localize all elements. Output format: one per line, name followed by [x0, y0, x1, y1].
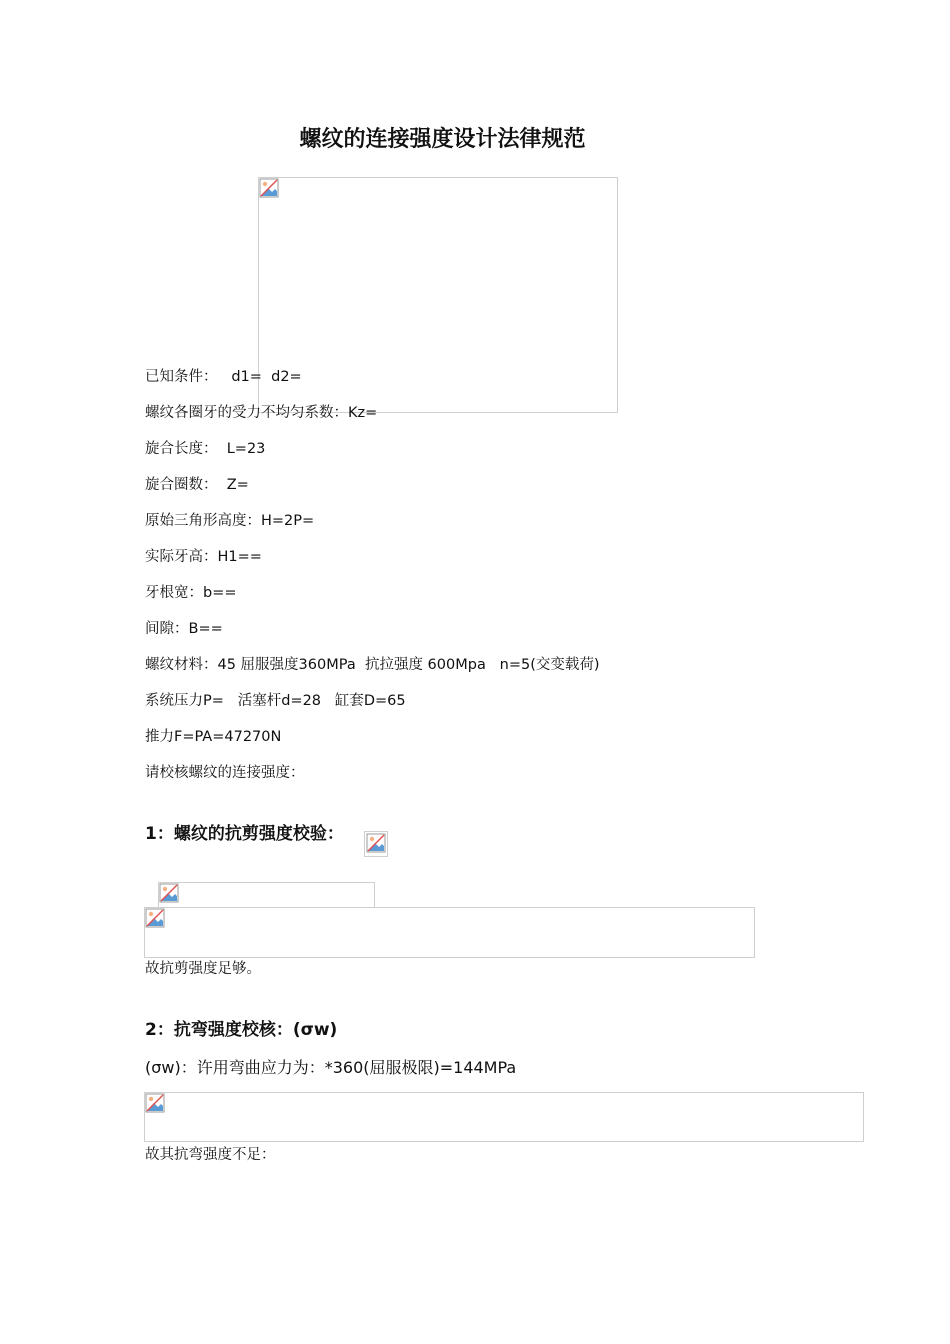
broken-image-icon: [259, 178, 279, 198]
shear-formula-image: [364, 831, 388, 857]
section1-heading: 1：螺纹的抗剪强度校验：: [145, 824, 344, 844]
engagement-length: 旋合长度： L=23: [145, 441, 266, 457]
tooth-height: 实际牙高：H1==: [145, 549, 262, 565]
broken-image-icon: [159, 883, 179, 903]
engagement-turns: 旋合圈数： Z=: [145, 477, 249, 493]
gap: 间隙：B==: [145, 621, 223, 637]
document-title: 螺纹的连接强度设计法律规范: [299, 127, 586, 152]
thread-diagram-image: [258, 177, 618, 413]
root-width: 牙根宽：b==: [145, 585, 237, 601]
given-conditions: 已知条件： d1= d2=: [145, 369, 302, 385]
thrust-force: 推力F=PA=47270N: [145, 729, 282, 745]
section1-conclusion: 故抗剪强度足够。: [145, 961, 261, 977]
request-text: 请校核螺纹的连接强度：: [145, 765, 305, 781]
section2-heading: 2：抗弯强度校核：(σw): [145, 1020, 338, 1040]
allowable-bending-stress: (σw)：许用弯曲应力为：*360(屈服极限)=144MPa: [145, 1058, 517, 1077]
bending-calc-image: [144, 1092, 864, 1142]
shear-calc-image-1: [158, 882, 375, 908]
system-pressure: 系统压力P= 活塞杆d=28 缸套D=65: [145, 693, 406, 709]
shear-calc-image-2: [144, 907, 755, 958]
broken-image-icon: [145, 1093, 165, 1113]
broken-image-icon: [145, 908, 165, 928]
broken-image-icon: [366, 833, 386, 853]
triangle-height: 原始三角形高度：H=2P=: [145, 513, 315, 529]
thread-material: 螺纹材料：45 屈服强度360MPa 抗拉强度 600Mpa n=5(交变载荷): [145, 657, 600, 673]
kz-coefficient: 螺纹各圈牙的受力不均匀系数：Kz=: [145, 405, 378, 421]
section2-conclusion: 故其抗弯强度不足：: [145, 1147, 276, 1163]
